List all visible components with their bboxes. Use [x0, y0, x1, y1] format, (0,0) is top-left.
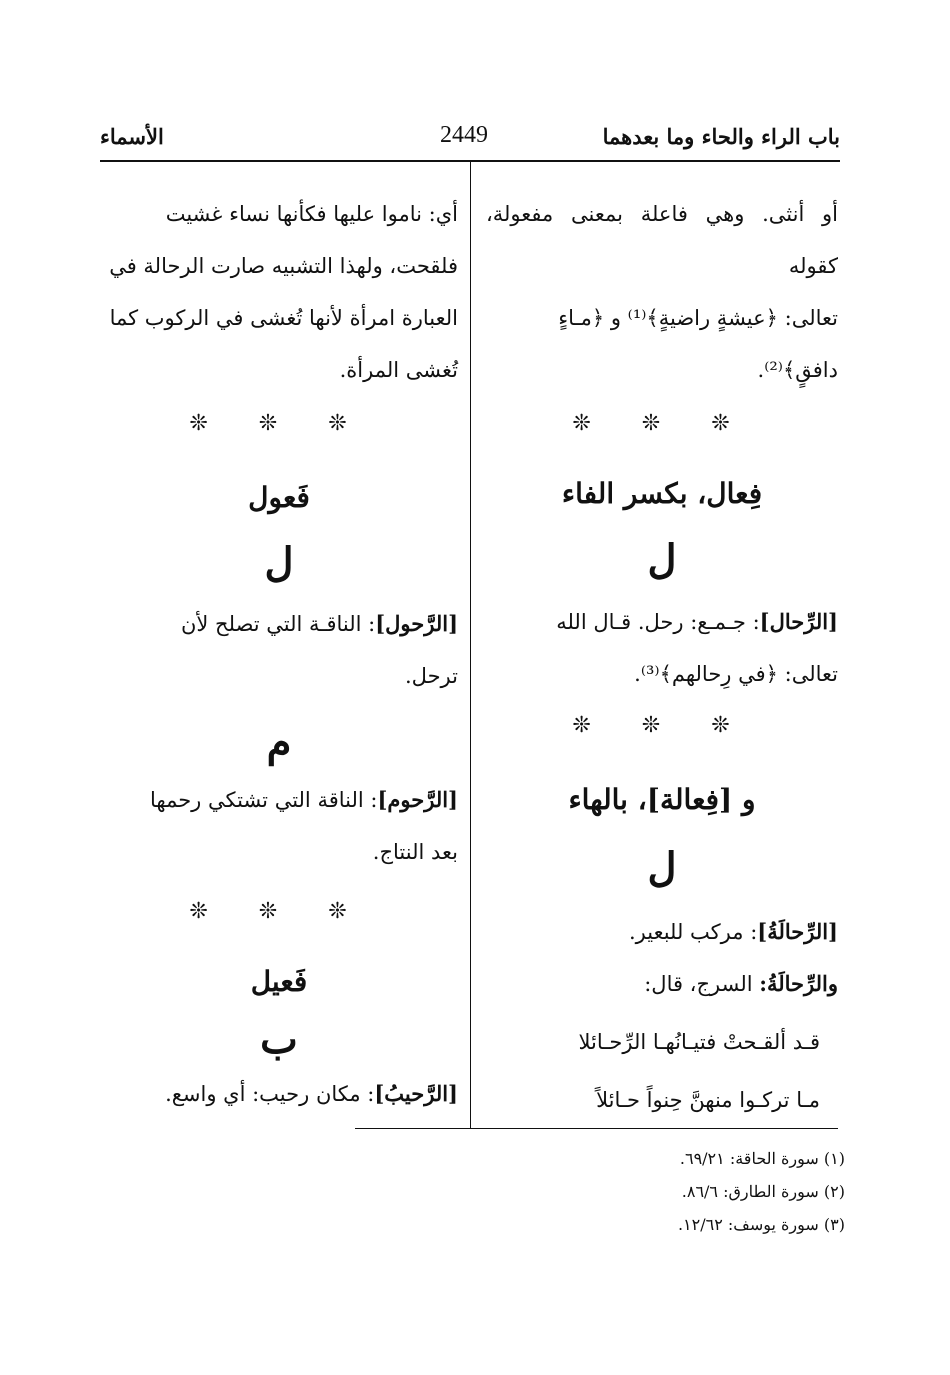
- intro-line: تُغشى المرأة.: [339, 358, 458, 382]
- entry-rahum: [100, 774, 458, 826]
- footnote: (١) سورة الحاقة: ٦٩/٢١.: [679, 1149, 845, 1168]
- entry-rihal: [486, 596, 838, 648]
- pattern-heading: فِعال، بكسر الفاء: [561, 477, 763, 510]
- entry-text: : مركب للبعير.: [628, 920, 758, 944]
- entry-term: والرِّحالَةُ:: [759, 971, 838, 996]
- chapter-title: باب الراء والحاء وما بعدهما: [602, 124, 840, 149]
- poetry-verse: مـا تركـوا منهنَّ حِنواً حـائلاً: [596, 1088, 820, 1112]
- intro-line: فلقحت، ولهذا التشبيه صارت الرحالة في: [109, 254, 458, 278]
- entry-text: : مكان رحيب: أي واسع.: [165, 1082, 375, 1106]
- pattern-heading: و [فِعالة]، بالهاء: [568, 783, 756, 816]
- right-column: [486, 188, 838, 1126]
- poetry-verse: قـد ألقـحتْ فتيـانُهـا الرِّحـائلا: [578, 1030, 820, 1054]
- entry-text: بعد النتاج.: [372, 840, 458, 864]
- entry-rahul: [100, 598, 458, 650]
- entry-rihala-saddle: [486, 958, 838, 1010]
- intro-line: تعالى: ﴿عيشةٍ راضيةٍ﴾⁽¹⁾ و ﴿مـاءٍ: [558, 306, 838, 330]
- entry-rahib: [100, 1068, 458, 1120]
- footnotes: [355, 1142, 845, 1241]
- entry-term: [الرِّحال]: [759, 609, 838, 634]
- section-separator: ❊ ❊ ❊: [572, 713, 752, 738]
- entry-text: تعالى: ﴿في رِحالهم﴾⁽³⁾.: [634, 662, 838, 686]
- entry-text: : الناقة التي تشتكي رحمها: [149, 788, 378, 812]
- root-letter: ل: [647, 844, 677, 891]
- footnote-divider: [355, 1128, 838, 1129]
- column-divider: [470, 160, 471, 1128]
- entry-rihala: [486, 906, 838, 958]
- root-letter: م: [266, 719, 292, 766]
- section-title: الأسماء: [100, 124, 164, 149]
- section-separator: ❊ ❊ ❊: [189, 899, 369, 924]
- pattern-heading: فَعيل: [250, 965, 308, 998]
- root-letter: ل: [647, 536, 677, 583]
- section-separator: ❊ ❊ ❊: [572, 411, 752, 436]
- page-number: 2449: [440, 122, 488, 148]
- pattern-heading: فَعول: [248, 481, 310, 514]
- left-column: [100, 188, 458, 1120]
- entry-term: [الرَّحيبُ]: [374, 1081, 458, 1106]
- footnote: (٢) سورة الطارق: ٨٦/٦.: [681, 1182, 845, 1201]
- entry-term: [الرِّحالَةُ]: [757, 919, 838, 944]
- footnote: (٣) سورة يوسف: ١٢/٦٢.: [677, 1215, 845, 1234]
- entry-text: ترحل.: [405, 664, 458, 688]
- intro-line: دافقٍ﴾⁽²⁾.: [757, 358, 838, 382]
- intro-line: أو أنثى. وهي فاعلة بمعنى مفعولة، كقوله: [486, 202, 838, 278]
- entry-text: السرج، قال:: [644, 972, 760, 996]
- entry-term: [الرَّحوم]: [377, 787, 458, 812]
- entry-text: : جـمـع: رحل. قـال الله: [556, 610, 760, 634]
- entry-term: [الرَّحول]: [375, 611, 458, 636]
- root-letter: ب: [260, 1016, 298, 1063]
- page-header: [100, 118, 840, 158]
- intro-line: أي: ناموا عليها فكأنها نساء غشيت: [165, 202, 458, 226]
- section-separator: ❊ ❊ ❊: [189, 411, 369, 436]
- root-letter: ل: [264, 539, 294, 586]
- intro-line: العبارة امرأة لأنها تُغشى في الركوب كما: [109, 306, 458, 330]
- entry-text: : الناقـة التي تصلح لأن: [180, 612, 376, 636]
